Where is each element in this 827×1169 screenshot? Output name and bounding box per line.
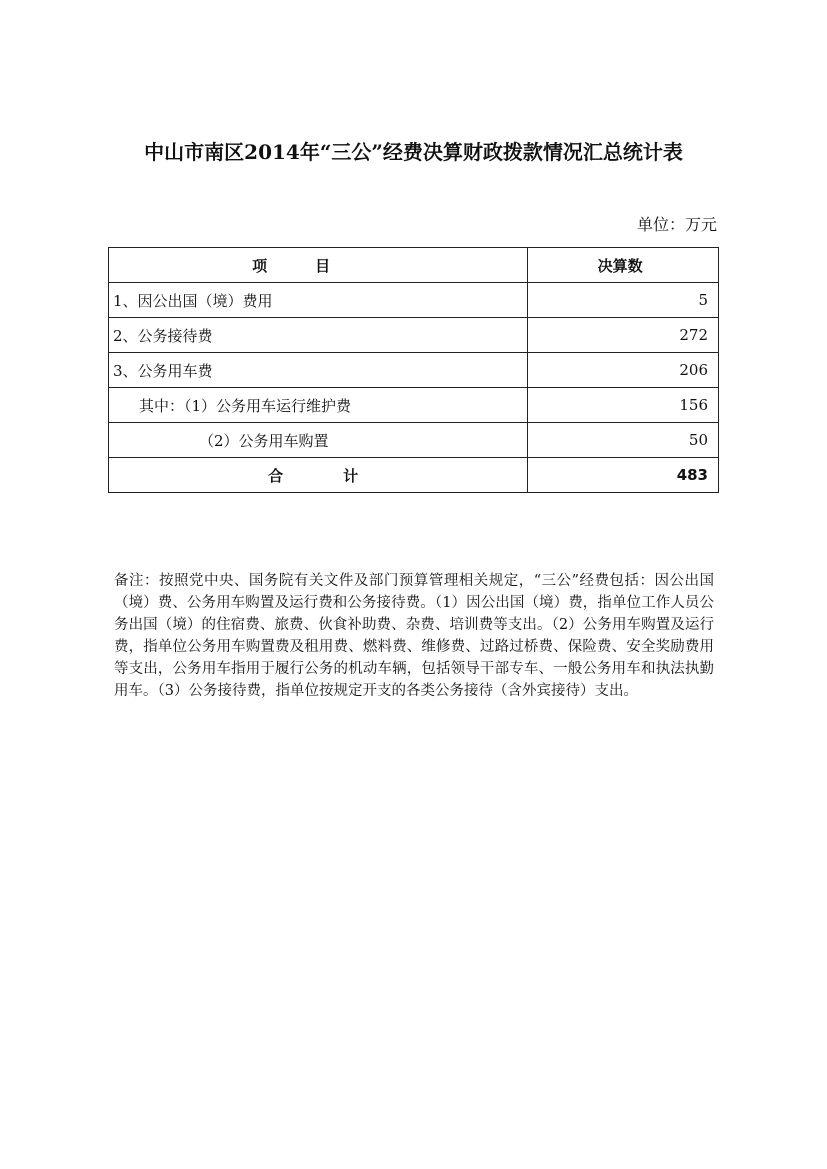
expense-table xyxy=(108,247,719,493)
remarks-note: 备注：按照党中央、国务院有关文件及部门预算管理相关规定，“三公”经费包括：因公出国（境）费、公务用车购置及运行费和公务接待费。（1）因公出国（境）费，指单位工作人员公务出国（境）的住宿费、旅费、伙食补助费、杂费、培训费等支出。（2）公务用车购置及运行费，指单位公务用车购置费及租用费、燃料费、维修费、过路过桥费、保险费、安全奖励费用等支出，公务用车指用于履行公务的机动车辆，包括领导干部专车、一般公务用车和执法执勤用车。（3）公务接待费，指单位按规定开支的各类公务接待（含外宾接待）支出。 xyxy=(114,573,714,699)
table-row xyxy=(109,423,719,458)
row-value: 156 xyxy=(528,388,719,423)
total-value: 483 xyxy=(528,458,719,493)
table-total-row xyxy=(109,458,719,493)
table-row xyxy=(109,318,719,353)
unit-label: 单位：万元 xyxy=(636,215,717,234)
document-title: 中山市南区2014年“三公”经费决算财政拨款情况汇总统计表 xyxy=(144,140,683,164)
table-row xyxy=(109,388,719,423)
row-value: 50 xyxy=(528,423,719,458)
table-row xyxy=(109,353,719,388)
header-item: 项目 xyxy=(109,248,528,283)
row-label: 1、因公出国（境）费用 xyxy=(109,283,528,318)
row-value: 272 xyxy=(528,318,719,353)
row-label: 3、公务用车费 xyxy=(109,353,528,388)
header-value: 决算数 xyxy=(528,248,719,283)
table-row xyxy=(109,283,719,318)
row-label: 其中：（1）公务用车运行维护费 xyxy=(109,388,528,423)
total-label: 合计 xyxy=(109,458,528,493)
row-value: 5 xyxy=(528,283,719,318)
row-label: 2、公务接待费 xyxy=(109,318,528,353)
row-label: （2）公务用车购置 xyxy=(109,423,528,458)
table-header-row xyxy=(109,248,719,283)
row-value: 206 xyxy=(528,353,719,388)
